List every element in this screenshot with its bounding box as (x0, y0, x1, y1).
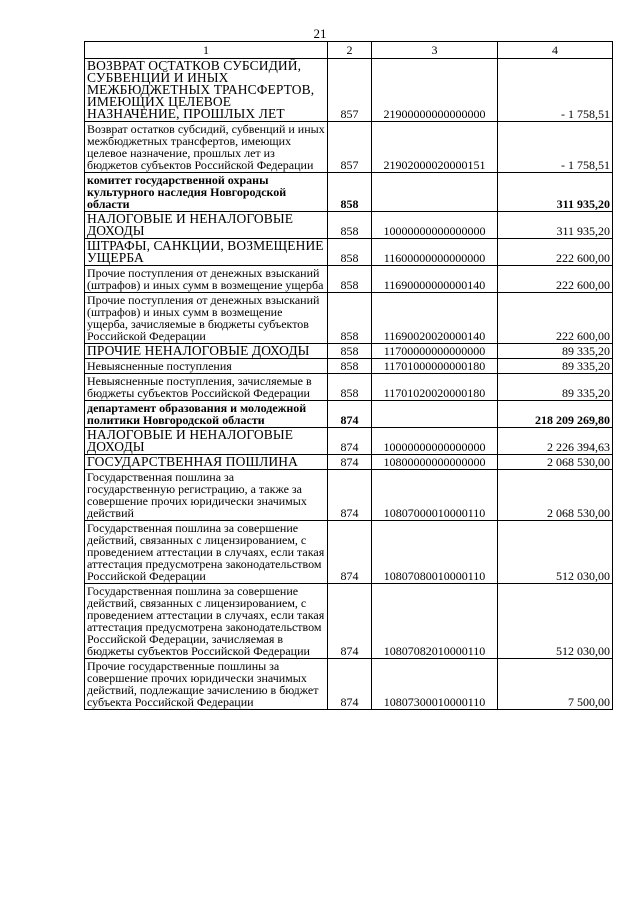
row-budget-code-cell: 10807082010000110 (372, 584, 498, 659)
row-amount-cell: - 1 758,51 (498, 122, 613, 173)
row-admin-code-cell: 858 (328, 293, 372, 344)
table-row (85, 212, 613, 239)
table-row (85, 344, 613, 359)
table-row (85, 521, 613, 584)
table-header-row (85, 42, 613, 59)
row-admin-code-cell: 874 (328, 521, 372, 584)
row-budget-code-cell: 10807080010000110 (372, 521, 498, 584)
column-header-4: 4 (498, 42, 613, 59)
row-budget-code-cell: 11701020020000180 (372, 374, 498, 401)
table-row (85, 455, 613, 470)
row-amount-cell: 222 600,00 (498, 266, 613, 293)
row-budget-code-cell (372, 401, 498, 428)
row-name-cell: Прочие государственные пошлины за совершение прочих юридически значимых действий, подлежащие зачислению в бюджет субъекта Российской Федерации (85, 659, 328, 710)
row-budget-code-cell: 10000000000000000 (372, 428, 498, 455)
row-name-cell: Государственная пошлина за государственную регистрацию, а также за совершение прочих юридически значимых действий (85, 470, 328, 521)
row-admin-code-cell: 857 (328, 59, 372, 122)
row-budget-code-cell: 10807300010000110 (372, 659, 498, 710)
row-amount-cell: 512 030,00 (498, 584, 613, 659)
row-name-cell: Прочие поступления от денежных взысканий (штрафов) и иных сумм в возмещение ущерба (85, 266, 328, 293)
table-body (85, 59, 613, 710)
row-amount-cell: 512 030,00 (498, 521, 613, 584)
row-budget-code-cell: 10807000010000110 (372, 470, 498, 521)
revenue-table (84, 41, 613, 710)
table-row (85, 293, 613, 344)
row-admin-code-cell: 874 (328, 401, 372, 428)
row-admin-code-cell: 874 (328, 584, 372, 659)
row-budget-code-cell: 10000000000000000 (372, 212, 498, 239)
row-budget-code-cell: 10800000000000000 (372, 455, 498, 470)
row-admin-code-cell: 858 (328, 374, 372, 401)
row-admin-code-cell: 858 (328, 359, 372, 374)
row-budget-code-cell (372, 173, 498, 212)
row-budget-code-cell: 21900000000000000 (372, 59, 498, 122)
row-admin-code-cell: 858 (328, 344, 372, 359)
table-row (85, 122, 613, 173)
table-row (85, 359, 613, 374)
row-budget-code-cell: 11600000000000000 (372, 239, 498, 266)
row-budget-code-cell: 11701000000000180 (372, 359, 498, 374)
row-admin-code-cell: 857 (328, 122, 372, 173)
row-name-cell: ШТРАФЫ, САНКЦИИ, ВОЗМЕЩЕНИЕ УЩЕРБА (85, 239, 328, 266)
row-admin-code-cell: 874 (328, 428, 372, 455)
row-budget-code-cell: 11690020020000140 (372, 293, 498, 344)
row-amount-cell: 89 335,20 (498, 344, 613, 359)
table-row (85, 59, 613, 122)
table-row (85, 401, 613, 428)
row-amount-cell: 89 335,20 (498, 374, 613, 401)
row-amount-cell: 222 600,00 (498, 293, 613, 344)
row-budget-code-cell: 11690000000000140 (372, 266, 498, 293)
row-budget-code-cell: 11700000000000000 (372, 344, 498, 359)
row-budget-code-cell: 21902000020000151 (372, 122, 498, 173)
row-amount-cell: 2 068 530,00 (498, 455, 613, 470)
row-amount-cell: 311 935,20 (498, 173, 613, 212)
column-header-3: 3 (372, 42, 498, 59)
row-name-cell: Государственная пошлина за совершение действий, связанных с лицензированием, с проведением аттестации в случаях, если такая аттестация предусмотрена законодательством Российской Федерации (85, 521, 328, 584)
table-row (85, 428, 613, 455)
row-amount-cell: 311 935,20 (498, 212, 613, 239)
row-name-cell: ПРОЧИЕ НЕНАЛОГОВЫЕ ДОХОДЫ (85, 344, 328, 359)
table-row (85, 266, 613, 293)
table-row (85, 659, 613, 710)
table-row (85, 239, 613, 266)
row-name-cell: комитет государственной охраны культурного наследия Новгородской области (85, 173, 328, 212)
row-amount-cell: - 1 758,51 (498, 59, 613, 122)
row-name-cell: Прочие поступления от денежных взысканий (штрафов) и иных сумм в возмещение ущерба, зачисляемые в бюджеты субъектов Российской Федерации (85, 293, 328, 344)
row-amount-cell: 89 335,20 (498, 359, 613, 374)
row-amount-cell: 2 068 530,00 (498, 470, 613, 521)
row-admin-code-cell: 874 (328, 659, 372, 710)
row-admin-code-cell: 858 (328, 173, 372, 212)
column-header-2: 2 (328, 42, 372, 59)
row-admin-code-cell: 874 (328, 470, 372, 521)
column-header-1: 1 (85, 42, 328, 59)
row-name-cell: Невыясненные поступления (85, 359, 328, 374)
table-row (85, 173, 613, 212)
row-name-cell: ГОСУДАРСТВЕННАЯ ПОШЛИНА (85, 455, 328, 470)
row-name-cell: ВОЗВРАТ ОСТАТКОВ СУБСИДИЙ, СУБВЕНЦИЙ И ИНЫХ МЕЖБЮДЖЕТНЫХ ТРАНСФЕРТОВ, ИМЕЮЩИХ ЦЕЛЕВОЕ НАЗНАЧЕНИЕ, ПРОШЛЫХ ЛЕТ (85, 59, 328, 122)
row-admin-code-cell: 874 (328, 455, 372, 470)
row-admin-code-cell: 858 (328, 266, 372, 293)
row-name-cell: НАЛОГОВЫЕ И НЕНАЛОГОВЫЕ ДОХОДЫ (85, 212, 328, 239)
row-admin-code-cell: 858 (328, 239, 372, 266)
row-amount-cell: 218 209 269,80 (498, 401, 613, 428)
table-row (85, 584, 613, 659)
table-row (85, 470, 613, 521)
row-name-cell: Невыясненные поступления, зачисляемые в бюджеты субъектов Российской Федерации (85, 374, 328, 401)
page-number: 21 (313, 26, 327, 41)
row-name-cell: Возврат остатков субсидий, субвенций и иных межбюджетных трансфертов, имеющих целевое назначение, прошлых лет из бюджетов субъектов Российской Федерации (85, 122, 328, 173)
table-row (85, 374, 613, 401)
row-name-cell: департамент образования и молодежной политики Новгородской области (85, 401, 328, 428)
row-name-cell: Государственная пошлина за совершение действий, связанных с лицензированием, с проведением аттестации в случаях, если такая аттестация предусмотрена законодательством Российской Федерации, зачисляемая в бюджеты субъектов Российской Федерации (85, 584, 328, 659)
row-amount-cell: 222 600,00 (498, 239, 613, 266)
row-name-cell: НАЛОГОВЫЕ И НЕНАЛОГОВЫЕ ДОХОДЫ (85, 428, 328, 455)
row-amount-cell: 7 500,00 (498, 659, 613, 710)
row-amount-cell: 2 226 394,63 (498, 428, 613, 455)
row-admin-code-cell: 858 (328, 212, 372, 239)
